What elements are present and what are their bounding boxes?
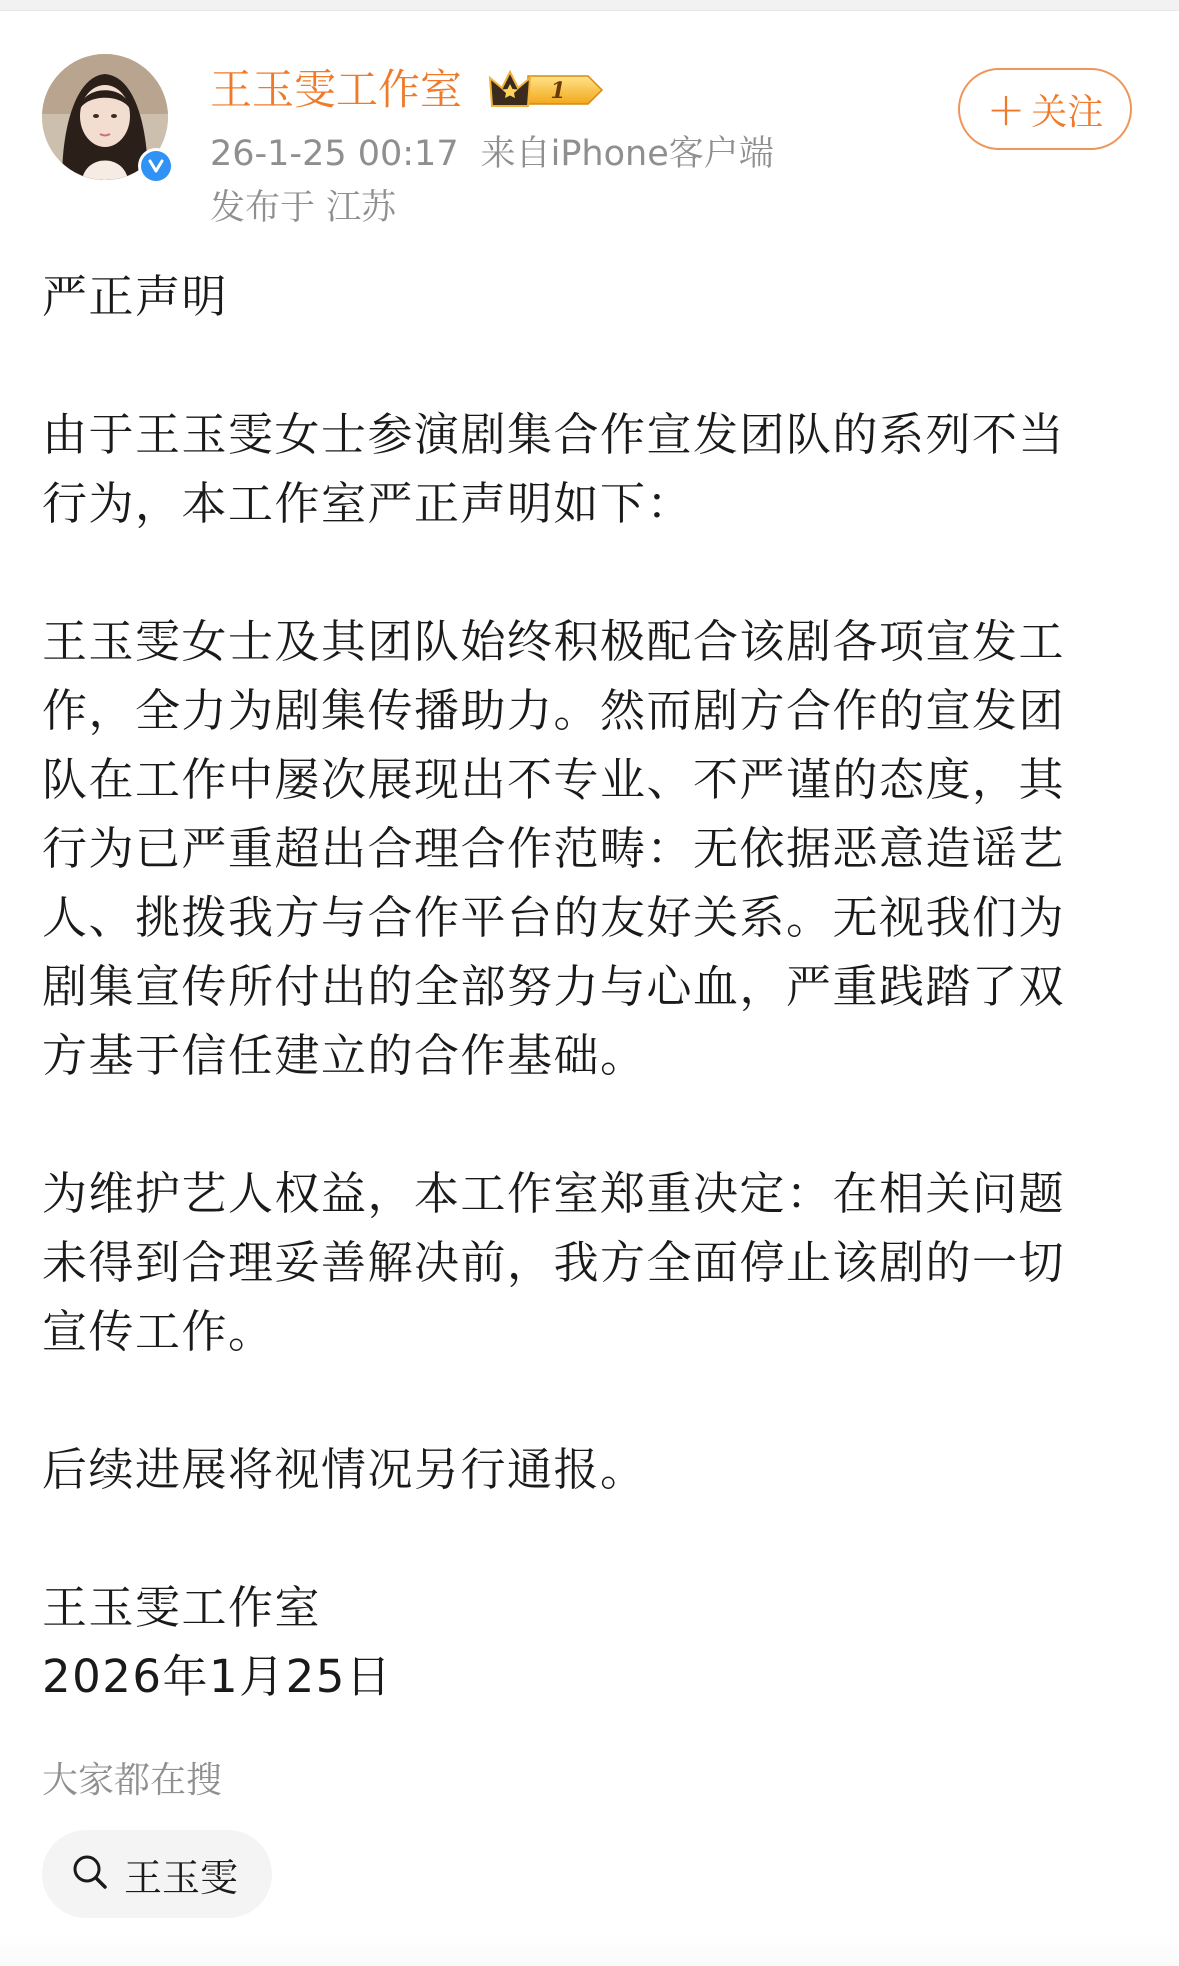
- post-paragraph-1: 由于王玉雯女士参演剧集合作宣发团队的系列不当行为，本工作室严正声明如下：: [42, 408, 1066, 530]
- bottom-edge: [0, 1934, 1179, 1966]
- post-body: [42, 262, 1102, 1711]
- top-divider: [0, 0, 1179, 11]
- crown-vip-badge-icon[interactable]: [488, 68, 606, 112]
- hot-search-label: 大家都在搜: [42, 1760, 223, 1801]
- hot-search-chip[interactable]: [42, 1830, 272, 1918]
- search-icon: [70, 1852, 110, 1896]
- post-title: 严正声明: [42, 270, 229, 323]
- hot-search-chip-text: 王玉雯: [124, 1855, 239, 1900]
- verified-check-icon: [138, 148, 174, 184]
- post-meta: [210, 130, 774, 178]
- avatar[interactable]: [42, 54, 168, 180]
- post-source: 来自iPhone客户端: [480, 134, 774, 174]
- post-paragraph-4: 后续进展将视情况另行通报。: [42, 1443, 647, 1496]
- post-paragraph-3: 为维护艺人权益，本工作室郑重决定：在相关问题未得到合理妥善解决前，我方全面停止该剧的一切宣传工作。: [42, 1167, 1066, 1358]
- post-signature: 王玉雯工作室: [42, 1581, 322, 1634]
- post-location: 发布于 江苏: [210, 188, 397, 228]
- post-header: [0, 48, 1179, 238]
- svg-text:1: 1: [550, 78, 566, 104]
- follow-label: 关注: [1031, 91, 1104, 133]
- post-date: 2026年1月25日: [42, 1650, 393, 1703]
- account-name[interactable]: 王玉雯工作室: [210, 65, 463, 114]
- post-paragraph-2: 王玉雯女士及其团队始终积极配合该剧各项宣发工作，全力为剧集传播助力。然而剧方合作的宣发团队在工作中屡次展现出不专业、不严谨的态度，其行为已严重超出合理合作范畴：无依据恶意造谣艺人、挑拨我方与合作平台的友好关系。无视我们为剧集宣传所付出的全部努力与心血，严重践踏了双方基于信任建立的合作基础。: [42, 615, 1066, 1082]
- follow-button[interactable]: [958, 68, 1132, 150]
- post-timestamp: 26-1-25 00:17: [210, 134, 459, 174]
- plus-icon: +: [986, 82, 1026, 136]
